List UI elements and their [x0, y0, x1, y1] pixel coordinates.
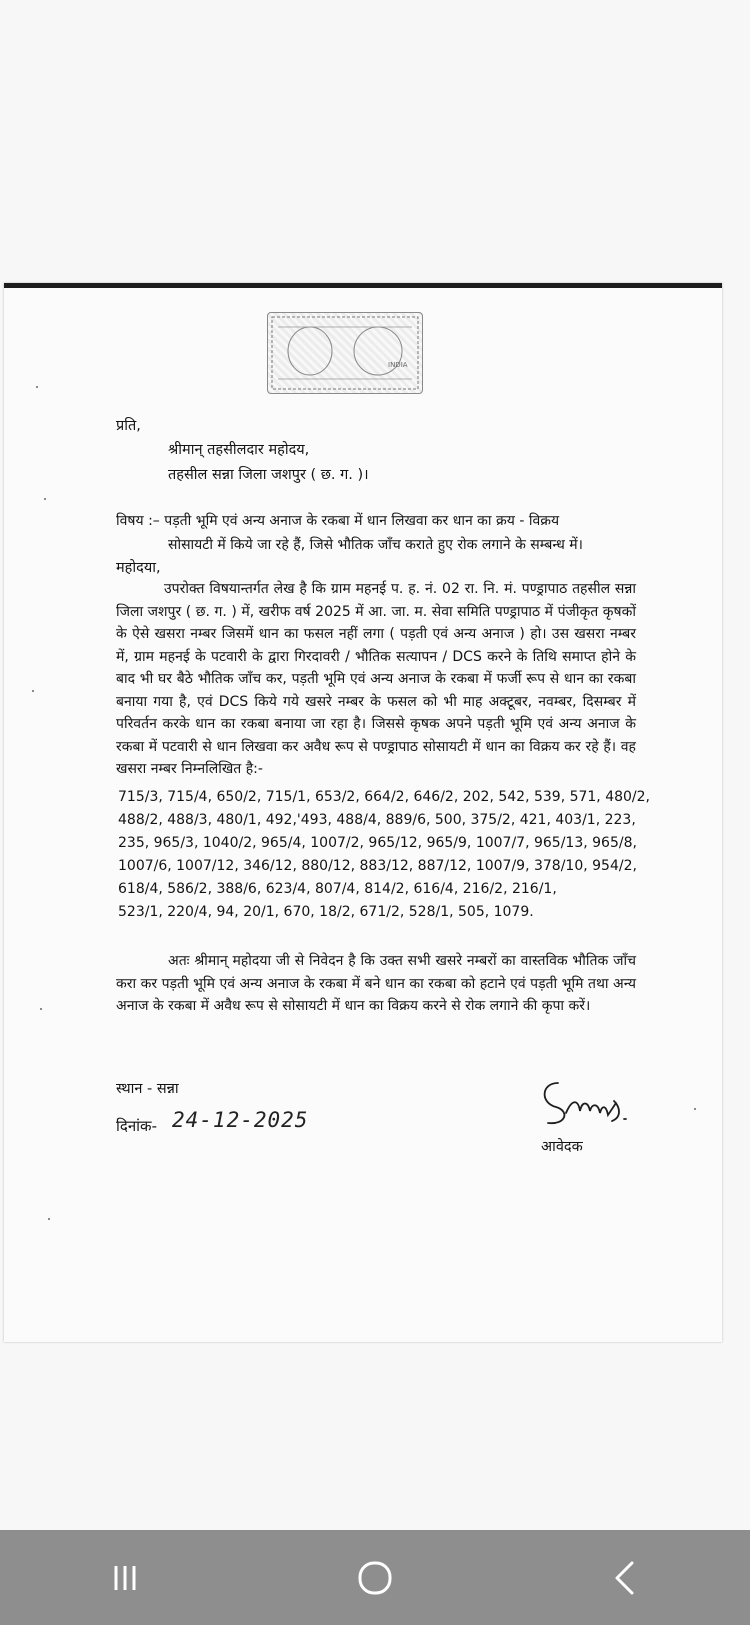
khasra-line-1: 715/3, 715/4, 650/2, 715/1, 653/2, 664/2, 646/2, 202, 542, 539, 571, 480/2,	[118, 789, 651, 805]
scan-speck	[40, 1008, 42, 1010]
addressee-line-1: श्रीमान् तहसीलदार महोदय,	[168, 442, 310, 458]
subject-line-1: विषय :– पड़ती भूमि एवं अन्य अनाज के रकबा में धान लिखवा कर धान का क्रय - विक्रय	[116, 513, 560, 529]
salutation: महोदया,	[116, 560, 161, 576]
svg-text:INDIA: INDIA	[388, 361, 408, 369]
request-paragraph: अतः श्रीमान् महोदया जी से निवेदन है कि उक्त सभी खसरे नम्बरों का वास्तविक भौतिक जाँच करा कर पड़ती भूमि एवं अन्य अनाज के रकबा में बने धान का रकबा को हटाने एवं पड़ती भूमि तथा अन्य अनाज के रकबा में अवैध रूप से सोसायटी में धान का विक्रय करने से रोक लगाने की कृपा करें।	[116, 953, 636, 1014]
android-navigation-bar	[0, 1530, 750, 1625]
home-icon	[355, 1558, 395, 1598]
stamp-emblem	[267, 312, 423, 394]
back-icon	[608, 1559, 642, 1597]
applicant-label: आवेदक	[541, 1139, 583, 1155]
scan-speck	[48, 1218, 50, 1220]
scan-speck	[32, 690, 34, 692]
date-value-handwritten: 24-12-2025	[172, 1108, 309, 1132]
place-line: स्थान - सन्ना	[116, 1081, 179, 1097]
scan-speck	[36, 386, 38, 388]
recents-button[interactable]	[75, 1548, 175, 1608]
recents-icon	[108, 1561, 142, 1595]
date-label: दिनांक-	[116, 1117, 157, 1135]
scan-speck	[694, 1108, 696, 1110]
scan-speck	[44, 498, 46, 500]
home-button[interactable]	[325, 1548, 425, 1608]
letter-page	[4, 283, 722, 1342]
salutation-to: प्रति,	[116, 418, 141, 434]
subject-line-2: सोसायटी में किये जा रहे हैं, जिसे भौतिक जाँच कराते हुए रोक लगाने के सम्बन्ध में।	[168, 537, 583, 553]
body-paragraph: उपरोक्त विषयान्तर्गत लेख है कि ग्राम महनई प. ह. नं. 02 रा. नि. मं. पण्ड्रापाठ तहसील सन्ना जिला जशपुर ( छ. ग. ) में, खरीफ वर्ष 2025 में आ. जा. म. सेवा समिति पण्ड्रापाठ में पंजीकृत कृषकों के ऐसे खसरा नम्बर जिसमें धान का फसल नहीं लगा ( पड़ती एवं अन्य अनाज ) हो। उस खसरा नम्बर में, ग्राम महनई के पटवारी के द्वारा गिरदावरी / भौतिक सत्यापन / DCS करने के तिथि समाप्त होने के बाद भी घर बैठे भौतिक जाँच कर, पड़ती भूमि एवं अन्य अनाज के रकबा में फर्जी रूप से धान का रकबा बनाया गया है, एवं DCS किये गये खसरे नम्बर के फसल को भी माह अक्टूबर, नवम्बर, दिसम्बर में परिवर्तन करके धान का रकबा बनाया जा रहा है। जिससे कृषक अपने पड़ती भूमि एवं अन्य अनाज के रकबा में पटवारी से धान लिखवा कर अवैध रूप से पण्ड्रापाठ सोसायटी में धान का विक्रय कर रहे हैं। वह खसरा नम्बर निम्नलिखित है:-	[116, 581, 636, 777]
addressee-line-2: तहसील सन्ना जिला जशपुर ( छ. ग. )।	[168, 467, 369, 483]
khasra-line-5: 618/4, 586/2, 388/6, 623/4, 807/4, 814/2, 616/4, 216/2, 216/1,	[118, 881, 557, 897]
khasra-line-6: 523/1, 220/4, 94, 20/1, 670, 18/2, 671/2, 528/1, 505, 1079.	[118, 904, 534, 920]
stamp-seal-icon	[268, 313, 422, 393]
khasra-line-2: 488/2, 488/3, 480/1, 492,'493, 488/4, 889/6, 500, 375/2, 421, 403/1, 223,	[118, 812, 636, 828]
khasra-line-4: 1007/6, 1007/12, 346/12, 880/12, 883/12, 887/12, 1007/9, 378/10, 954/2,	[118, 858, 637, 874]
khasra-line-3: 235, 965/3, 1040/2, 965/4, 1007/2, 965/12, 965/9, 1007/7, 965/13, 965/8,	[118, 835, 637, 851]
back-button[interactable]	[575, 1548, 675, 1608]
signature-icon	[536, 1073, 636, 1133]
